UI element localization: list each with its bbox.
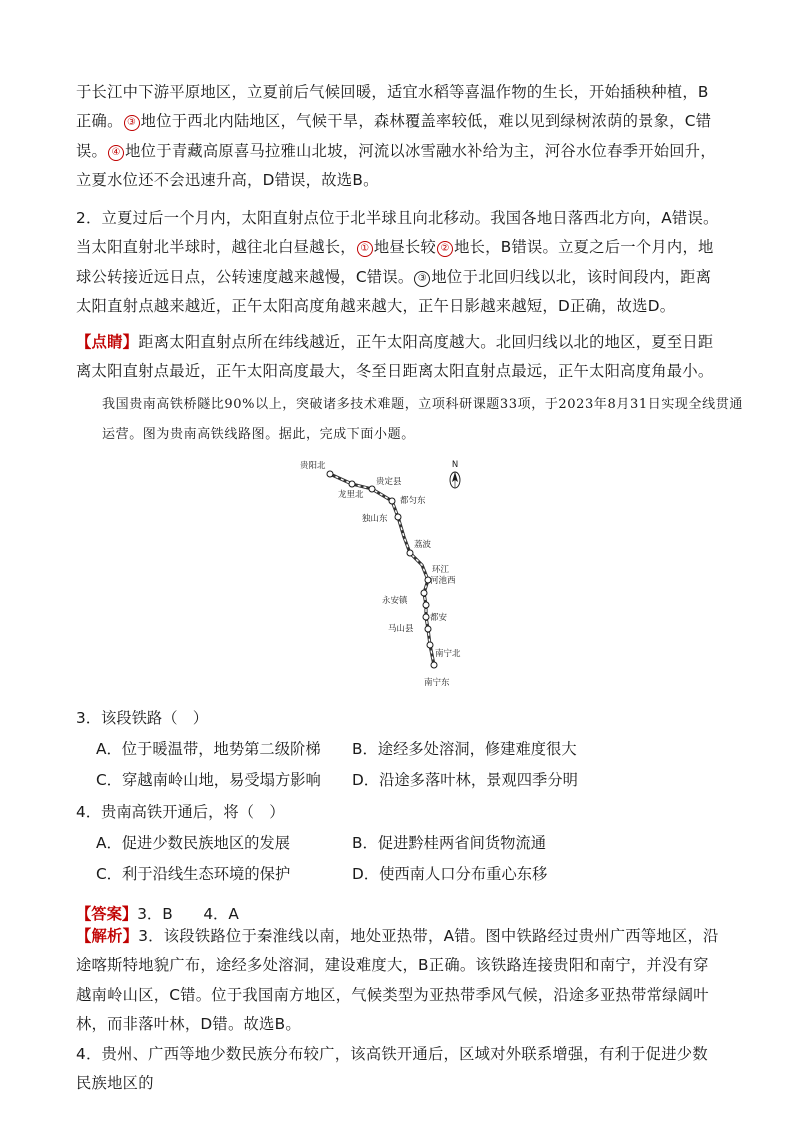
analysis-text-q4: 4．贵州、广西等地少数民族分布较广，该高铁开通后，区域对外联系增强，有利于促进少数民族地区的 (76, 1044, 708, 1093)
station-label-longlibei: 龙里北 (338, 490, 364, 500)
analysis-tag: 【解析】 (76, 927, 139, 945)
station-label-yonganzhen: 永安镇 (382, 596, 408, 606)
north-arrow-icon (450, 460, 460, 488)
text-segment: 地位于西北内陆地区，气候干旱，森林覆盖率较低，难以见到绿树浓荫的景象，C错误。 (76, 112, 712, 160)
question-4-option-c: C．利于沿线生态环境的保护 (96, 865, 291, 883)
answer-line (76, 902, 239, 924)
question-3-stem: 3．该段铁路（ ） (76, 709, 209, 727)
text-segment: 地位于北回归线以北，该时间段内，距离太阳直射点越来越近，正午太阳高度角越来越大，正午日影越来越短，D正确，故选D。 (76, 267, 712, 316)
north-label: N (451, 460, 459, 470)
circled-number-3: ③ (414, 271, 430, 287)
dianjing-note (76, 328, 720, 387)
question-3-option-c: C．穿越南岭山地，易受塌方影响 (96, 771, 321, 789)
prev-answer-continuation (76, 78, 720, 196)
station-label-guiyangbei: 贵阳北 (300, 461, 326, 471)
railway-route-map (300, 455, 480, 695)
station-label-guidingxian: 贵定县 (376, 477, 402, 487)
text-segment: 地长，B错误。立夏之后一个月内，地球公转接近远日点，公转速度越来越慢，C错误。 (76, 238, 714, 286)
question-4-stem: 4．贵南高铁开通后，将（ ） (76, 803, 285, 821)
circled-number-2: ② (437, 241, 453, 257)
station-label-libo: 荔波 (414, 540, 432, 550)
circled-number-4: ④ (108, 145, 124, 161)
circled-number-3: ③ (124, 115, 140, 131)
answer-text: 3．B 4．A (137, 905, 239, 923)
q2-analysis (76, 204, 720, 322)
text-segment: 2．立夏过后一个月内，太阳直射点位于北半球且向北移动。我国各地日落西北方向，A错误。当太阳直射北半球时，越往北白昼越长， (76, 209, 719, 257)
circled-number-1: ① (357, 241, 373, 257)
station-label-nanningdong: 南宁东 (424, 678, 450, 688)
dianjing-tag: 【点睛】 (76, 333, 139, 351)
station-label-dushandong: 独山东 (362, 514, 388, 524)
station-label-mashanxian: 马山县 (388, 624, 414, 634)
station-label-huanjiang: 环江 (432, 565, 450, 575)
dianjing-text: 距离太阳直射点所在纬线越近，正午太阳高度越大。北回归线以北的地区，夏至日距离太阳直射点最近，正午太阳高度最大，冬至日距离太阳直射点最远，正午太阳高度角最小。 (76, 333, 714, 381)
answer-tag: 【答案】 (76, 905, 138, 923)
question-4-option-d: D．使西南人口分布重心东移 (352, 865, 548, 883)
question-3-option-a: A．位于暖温带，地势第二级阶梯 (96, 740, 321, 758)
station-label-hechixi: 河池西 (430, 576, 456, 586)
question-intro: 我国贵南高铁桥隧比90%以上，突破诸多技术难题，立项科研课题33项，于2023年8月31日实现全线贯通运营。图为贵南高铁线路图。据此，完成下面小题。 (102, 397, 743, 442)
station-label-nanningbei: 南宁北 (435, 649, 461, 659)
text-segment: 于长江中下游平原地区，立夏前后气候回暖，适宜水稻等喜温作物的生长，开始插秧种植，B正确。 (76, 83, 709, 131)
station-label-duyundong: 都匀东 (400, 496, 426, 506)
analysis-block (76, 922, 720, 1098)
question-4-option-a: A．促进少数民族地区的发展 (96, 834, 291, 852)
analysis-text-q3: 3．该段铁路位于秦淮线以南，地处亚热带，A错。图中铁路经过贵州广西等地区，沿途喀斯特地貌广布，途经多处溶洞，建设难度大，B正确。该铁路连接贵阳和南宁，并没有穿越南岭山区，C错。位于我国南方地区，气候类型为亚热带季风气候，沿途多亚热带常绿阔叶林，而非落叶林，D错。故选B。 (76, 927, 719, 1034)
station-label-duan: 都安 (430, 613, 448, 623)
question-3-option-d: D．沿途多落叶林，景观四季分明 (352, 771, 578, 789)
text-segment: 地位于青藏高原喜马拉雅山北坡，河流以冰雪融水补给为主，河谷水位春季开始回升，立夏水位还不会迅速升高，D错误，故选B。 (76, 141, 716, 190)
question-3-option-b: B．途经多处溶洞，修建难度很大 (352, 740, 577, 758)
question-4-option-b: B．促进黔桂两省间货物流通 (352, 834, 547, 852)
text-segment: 地昼长较 (373, 238, 437, 257)
